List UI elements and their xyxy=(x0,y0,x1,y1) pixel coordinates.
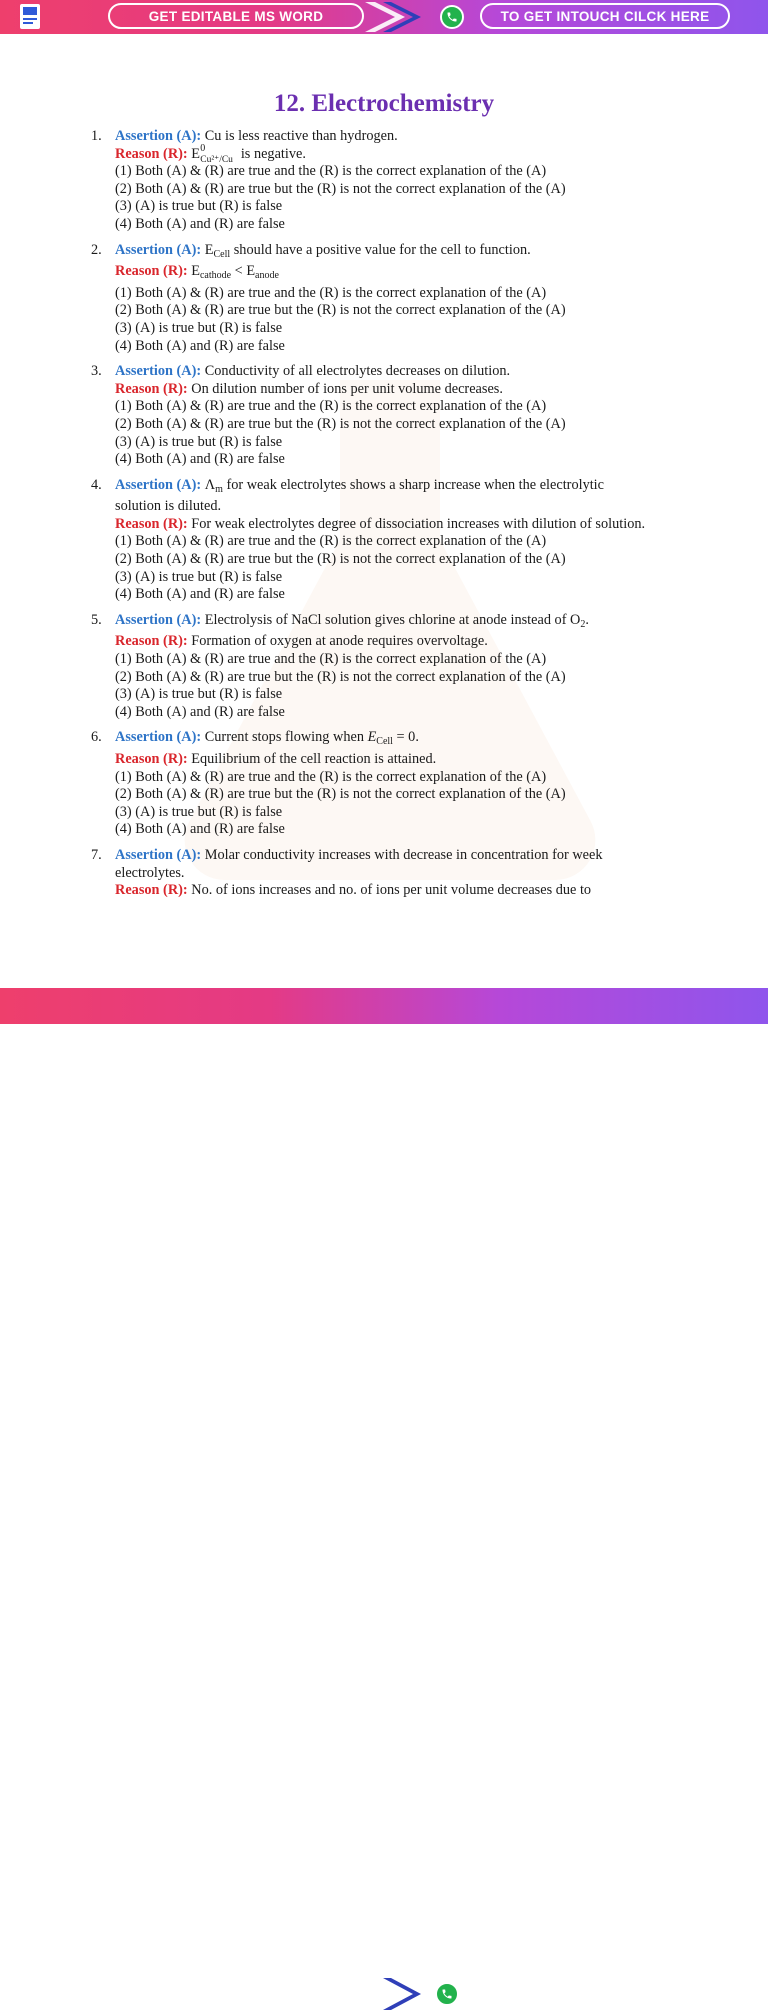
assertion-label: Assertion (A): xyxy=(115,846,202,863)
assertion-text: Cu is less reactive than hydrogen. xyxy=(204,128,398,144)
option-2[interactable]: (2) Both (A) & (R) are true but the (R) is not the correct explanation of the (A) xyxy=(115,668,566,685)
reason-text: For weak electrolytes degree of dissociation increases with dilution of solution. xyxy=(191,515,646,532)
assertion-text: Conductivity of all electrolytes decreases on dilution. xyxy=(204,363,511,380)
reason-label: Reason (R): xyxy=(115,751,188,767)
option-4[interactable]: (4) Both (A) and (R) are false xyxy=(115,821,285,838)
reason-text: No. of ions increases and no. of ions per unit volume decreases due to xyxy=(191,882,592,899)
reason-label: Reason (R): xyxy=(115,263,188,280)
phone-icon[interactable] xyxy=(440,5,464,29)
molar-conductivity-symbol: $\Lambda_m$ xyxy=(204,476,223,495)
question-7: 7. Assertion (A): Molar conductivity increases with decrease in concentration for week electrolytes. Reason (R): No. of ions increases and no. of ions per unit volume decreases due to xyxy=(91,846,603,899)
arrow-decoration-icon xyxy=(365,0,435,34)
option-1[interactable]: (1) Both (A) & (R) are true and the (R) is the correct explanation of the (A) xyxy=(115,768,547,785)
option-2[interactable]: (2) Both (A) & (R) are true but the (R) is not the correct explanation of the (A) xyxy=(115,551,566,568)
option-2[interactable]: (2) Both (A) & (R) are true but the (R) is not the correct explanation of the (A) xyxy=(115,180,566,197)
option-2[interactable]: (2) Both (A) & (R) are true but the (R) is not the correct explanation of the (A) xyxy=(115,302,566,319)
bottom-banner xyxy=(0,988,768,2001)
question-1: 1. Assertion (A): Cu is less reactive than hydrogen. Reason (R): E 0 Cu²⁺/Cu is negative. (1) Both (A) & (R) are true and the (R) is the correct explanation of the (A) (2) Both (A) & (R) are true but the (R) is not the correct explanation of the (A) (3) (A) is true but (R) is false (4) Both (A) and (R) are false xyxy=(91,128,651,234)
arrow-decoration-icon xyxy=(365,1976,435,2012)
electrode-potential-symbol: E 0 Cu²⁺/Cu xyxy=(191,142,233,165)
option-4[interactable]: (4) Both (A) and (R) are false xyxy=(115,337,285,354)
option-2[interactable]: (2) Both (A) & (R) are true but the (R) is not the correct explanation of the (A) xyxy=(115,786,566,803)
reason-text: Equilibrium of the cell reaction is attained. xyxy=(191,751,437,767)
assertion-text: Current stops flowing when xyxy=(204,729,364,746)
option-1[interactable]: (1) Both (A) & (R) are true and the (R) is the correct explanation of the (A) xyxy=(115,533,547,550)
assertion-symbol: $E_{Cell}$ xyxy=(204,241,231,260)
option-1[interactable]: (1) Both (A) & (R) are true and the (R) is the correct explanation of the (A) xyxy=(115,284,547,301)
assertion-text: Molar conductivity increases with decrease in concentration for week electrolytes. xyxy=(115,846,603,881)
cell-potential-symbol: $E_{Cell}$ xyxy=(367,729,393,748)
question-5: 5. Assertion (A): Electrolysis of NaCl solution gives chlorine at anode instead of $O_2$. Reason (R): Formation of oxygen at anode requires overvoltage. (1) Both (A) & (R) are true and the (R) is the correct explanation of the (A) (2) Both (A) & (R) are true but the (R) is not the correct explanation of the (A) (3) (A) is true but (R) is false (4) Both (A) and (R) are false xyxy=(91,612,651,722)
get-editable-word-button[interactable]: GET EDITABLE MS WORD xyxy=(108,3,364,29)
get-in-touch-button[interactable]: TO GET INTOUCH CILCK HERE xyxy=(480,3,730,29)
reason-label: Reason (R): xyxy=(115,882,188,899)
assertion-label: Assertion (A): xyxy=(115,611,202,628)
option-3[interactable]: (3) (A) is true but (R) is false xyxy=(115,686,283,703)
option-1[interactable]: (1) Both (A) & (R) are true and the (R) is the correct explanation of the (A) xyxy=(115,398,547,415)
reason-text: is negative. xyxy=(240,145,306,162)
reason-label: Reason (R): xyxy=(115,380,188,397)
option-1[interactable]: (1) Both (A) & (R) are true and the (R) is the correct explanation of the (A) xyxy=(115,651,547,668)
option-4[interactable]: (4) Both (A) and (R) are false xyxy=(115,703,285,720)
option-4[interactable]: (4) Both (A) and (R) are false xyxy=(115,586,285,603)
assertion-label: Assertion (A): xyxy=(115,363,202,380)
top-banner xyxy=(0,0,768,34)
question-list xyxy=(91,128,651,908)
option-4[interactable]: (4) Both (A) and (R) are false xyxy=(115,215,285,232)
option-3[interactable]: (3) (A) is true but (R) is false xyxy=(115,319,283,336)
website-link[interactable]: qbadmnin.teachhire.in xyxy=(108,1980,364,2006)
assertion-text: for weak electrolytes shows a sharp increase when the electrolytic solution is diluted. xyxy=(115,476,605,515)
phone-icon[interactable] xyxy=(435,1982,459,2006)
assertion-label: Assertion (A): xyxy=(115,476,202,493)
assertion-label: Assertion (A): xyxy=(115,241,202,258)
question-4: 4. Assertion (A): $\Lambda_m$ for weak electrolytes shows a sharp increase when the electrolytic solution is diluted. Reason (R): For weak electrolytes degree of dissociation increases with dilution of solution. (1) Both (A) & (R) are true and the (R) is the correct explanation of the (A) (2) Both (A) & (R) are true but the (R) is not the correct explanation of the (A) (3) (A) is true but (R) is false (4) Both (A) and (R) are false xyxy=(91,477,651,604)
reason-label: Reason (R): xyxy=(115,515,188,532)
reason-text: On dilution number of ions per unit volume decreases. xyxy=(191,380,503,397)
assertion-text: Electrolysis of NaCl solution gives chlorine at anode instead of $O_2$. xyxy=(204,611,589,630)
globe-icon xyxy=(118,1984,136,2002)
question-3: 3. Assertion (A): Conductivity of all electrolytes decreases on dilution. Reason (R): On dilution number of ions per unit volume decreases. (1) Both (A) & (R) are true and the (R) is the correct explanation of the (A) (2) Both (A) & (R) are true but the (R) is not the correct explanation of the (A) (3) (A) is true but (R) is false (4) Both (A) and (R) are false xyxy=(91,363,651,469)
reason-label: Reason (R): xyxy=(115,633,188,650)
assertion-text: should have a positive value for the cell to function. xyxy=(233,241,531,258)
word-doc-icon[interactable] xyxy=(20,4,40,29)
reason-label: Reason (R): xyxy=(115,145,188,162)
page-title: 12. Electrochemistry xyxy=(273,90,495,117)
option-3[interactable]: (3) (A) is true but (R) is false xyxy=(115,198,283,215)
question-6: 6. Assertion (A): Current stops flowing when $E_{Cell} = 0$. Reason (R): Equilibrium of the cell reaction is attained. (1) Both (A) & (R) are true and the (R) is the correct explanation of the (A) (2) Both (A) & (R) are true but the (R) is not the correct explanation of the (A) (3) (A) is true but (R) is false (4) Both (A) and (R) are false xyxy=(91,729,651,839)
get-in-touch-button[interactable]: TO GET INTOUCH CILCK HERE xyxy=(475,1980,727,2006)
option-4[interactable]: (4) Both (A) and (R) are false xyxy=(115,451,285,468)
question-2: 2. Assertion (A): $E_{Cell}$ should have a positive value for the cell to function. Reason (R): $E_{cathode} < E_{anode}$ (1) Both (A) & (R) are true and the (R) is the correct explanation of the (A) (2) Both (A) & (R) are true but the (R) is not the correct explanation of the (A) (3) (A) is true but (R) is false (4) Both (A) and (R) are false xyxy=(91,242,651,356)
option-3[interactable]: (3) (A) is true but (R) is false xyxy=(115,433,283,450)
option-3[interactable]: (3) (A) is true but (R) is false xyxy=(115,568,283,585)
option-1[interactable]: (1) Both (A) & (R) are true and the (R) is the correct explanation of the (A) xyxy=(115,163,547,180)
reason-text: Formation of oxygen at anode requires overvoltage. xyxy=(191,633,488,650)
reason-expression: $E_{cathode} < E_{anode}$ xyxy=(191,263,279,282)
option-2[interactable]: (2) Both (A) & (R) are true but the (R) is not the correct explanation of the (A) xyxy=(115,415,566,432)
option-3[interactable]: (3) (A) is true but (R) is false xyxy=(115,803,283,820)
assertion-label: Assertion (A): xyxy=(115,128,202,144)
assertion-label: Assertion (A): xyxy=(115,729,202,746)
